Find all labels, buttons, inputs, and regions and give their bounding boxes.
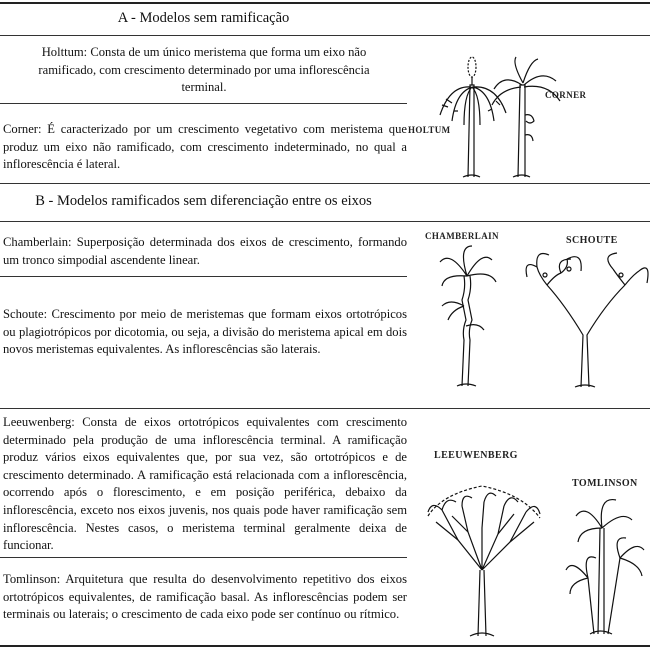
rule-corner bbox=[0, 183, 650, 184]
tomlinson-tree-illustration bbox=[560, 488, 650, 638]
chamberlain-description: Chamberlain: Superposição determinada dos eixos de crescimento, formando um tronco simpodial ascendente linear. bbox=[3, 235, 407, 267]
corner-description: Corner: É caracterizado por um crescimento vegetativo com meristema que produz um eixo não ramificado, com crescimento indeterminado, no qual a inflorescência é lateral. bbox=[3, 122, 407, 172]
top-rule bbox=[0, 2, 650, 4]
leeuwenberg-description: Leeuwenberg: Consta de eixos ortotrópicos equivalentes com crescimento determinado pela produção de uma inflorescência terminal. A ramificação produz vários eixos equivalentes que, por sua vez, são ortotrópicos e de crescimento determinado. A ramificação está relacionada com a inflorescência, ocorrendo após o florescimento, e em posição periférica, debaixo da inflorescência, exceto nos eixos juvenis, nos quais pode haver ramificação sem inflorescência. Nestes casos, o meristema terminal geralmente deixa de funcionar. bbox=[3, 415, 407, 553]
bottom-rule bbox=[0, 645, 650, 647]
tomlinson-description: Tomlinson: Arquitetura que resulta do desenvolvimento repetitivo dos eixos ortotrópicos equivalentes, de ramificação basal. As inflorescências podem ser terminais ou laterais; o crescimento de cada eixo pode ser contínuo ou rítmico. bbox=[3, 572, 407, 622]
holttum-description: Holttum: Consta de um único meristema que forma um eixo não ramificado, com crescimento determinado por uma inflorescência terminal. bbox=[38, 45, 370, 95]
chamberlain-figure-label: CHAMBERLAIN bbox=[425, 231, 499, 241]
schoute-figure-label: SCHOUTE bbox=[566, 235, 618, 246]
rule-schoute bbox=[0, 408, 650, 409]
rule-chamberlain bbox=[0, 276, 407, 277]
leeuwenberg-figure-label: LEEUWENBERG bbox=[434, 450, 518, 461]
rule-leeuwenberg bbox=[0, 557, 407, 558]
corner-figure-label: CORNER bbox=[545, 90, 587, 100]
section-b-title: B - Modelos ramificados sem diferenciação entre os eixos bbox=[35, 193, 372, 209]
tomlinson-figure-label: TOMLINSON bbox=[572, 478, 638, 489]
corner-tree-illustration bbox=[490, 55, 565, 180]
rule-a-title bbox=[0, 35, 650, 36]
chamberlain-tree-illustration bbox=[432, 240, 502, 390]
schoute-description: Schoute: Crescimento por meio de meristemas que formam eixos ortotrópicos ou plagiotrópicos por dicotomia, ou seja, a divisão do meristema apical em dois novos meristemas equivalentes. As inflorescências são laterais. bbox=[3, 307, 407, 357]
section-a-title: A - Modelos sem ramificação bbox=[117, 10, 290, 26]
schoute-tree-illustration bbox=[525, 245, 650, 390]
holtum-figure-label: HOLTUM bbox=[408, 125, 451, 135]
rule-b-title bbox=[0, 221, 650, 222]
leeuwenberg-tree-illustration bbox=[422, 460, 547, 640]
rule-holttum bbox=[0, 103, 407, 104]
